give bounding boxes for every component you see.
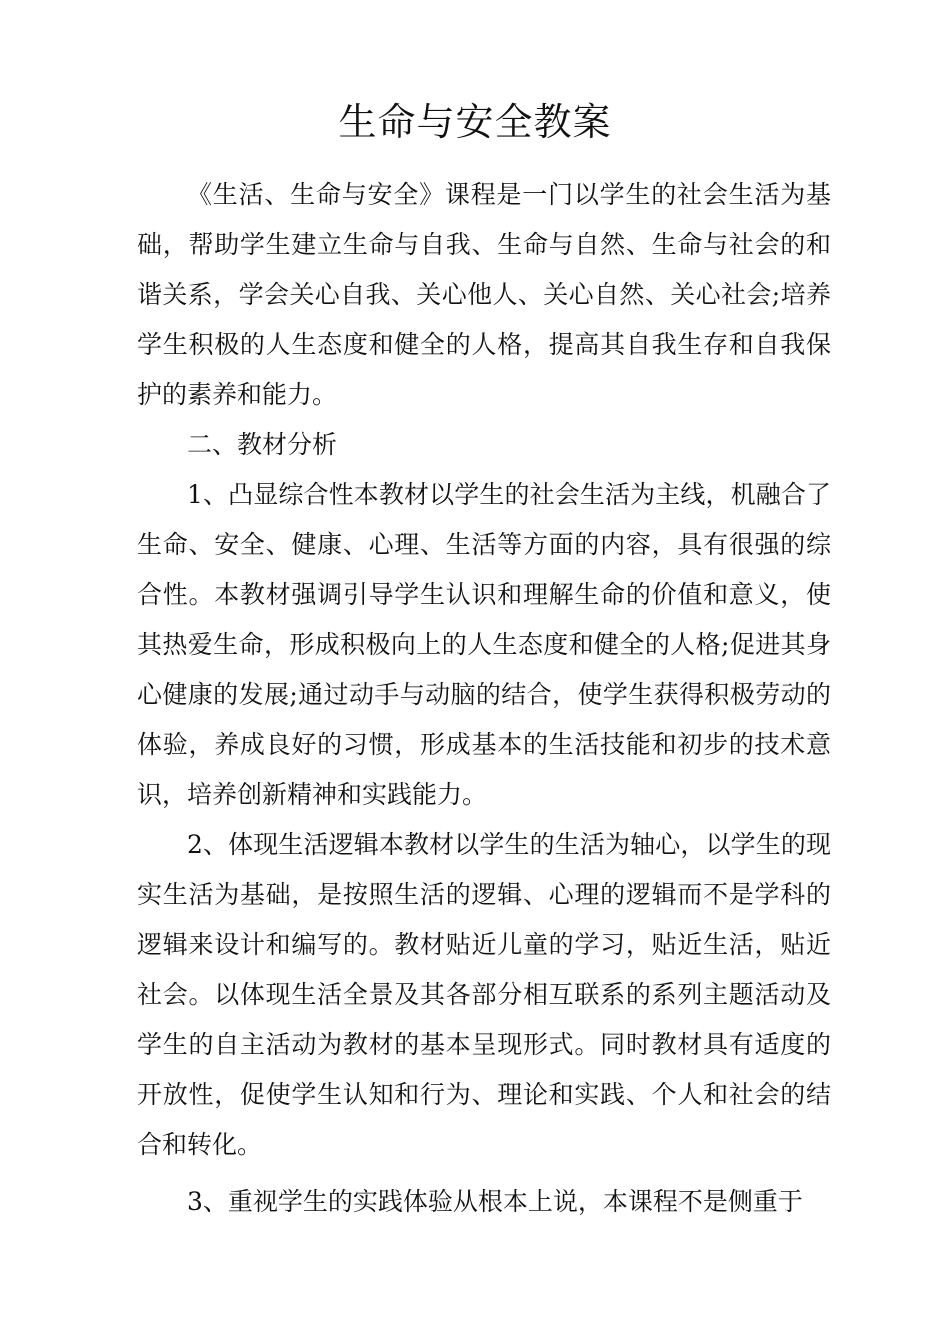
paragraph-item-1: 1、凸显综合性本教材以学生的社会生活为主线，机融合了生命、安全、健康、心理、生活等方面的内容，具有很强的综合性。本教材强调引导学生认识和理解生命的价值和意义，使其热爱生命，形成积极向上的人生态度和健全的人格;促进其身心健康的发展;通过动手与动脑的结合，使学生获得积极劳动的体验，养成良好的习惯，形成基本的生活技能和初步的技术意识，培养创新精神和实践能力。 xyxy=(137,480,831,809)
document-body xyxy=(137,170,831,1227)
section-heading-textbook-analysis: 二、教材分析 xyxy=(187,430,338,459)
page-title: 生命与安全教案 xyxy=(338,100,612,144)
paragraph-item-2: 2、体现生活逻辑本教材以学生的生活为轴心，以学生的现实生活为基础，是按照生活的逻辑、心理的逻辑而不是学科的逻辑来设计和编写的。教材贴近儿童的学习，贴近生活，贴近社会。以体现生活全景及其各部分相互联系的系列主题活动及学生的自主活动为教材的基本呈现形式。同时教材具有适度的开放性，促使学生认知和行为、理论和实践、个人和社会的结合和转化。 xyxy=(137,830,831,1159)
intro-paragraph: 《生活、生命与安全》课程是一门以学生的社会生活为基础，帮助学生建立生命与自我、生命与自然、生命与社会的和谐关系，学会关心自我、关心他人、关心自然、关心社会;培养学生积极的人生态度和健全的人格，提高其自我生存和自我保护的素养和能力。 xyxy=(137,180,831,409)
paragraph-item-3: 3、重视学生的实践体验从根本上说，本课程不是侧重于 xyxy=(187,1187,803,1216)
